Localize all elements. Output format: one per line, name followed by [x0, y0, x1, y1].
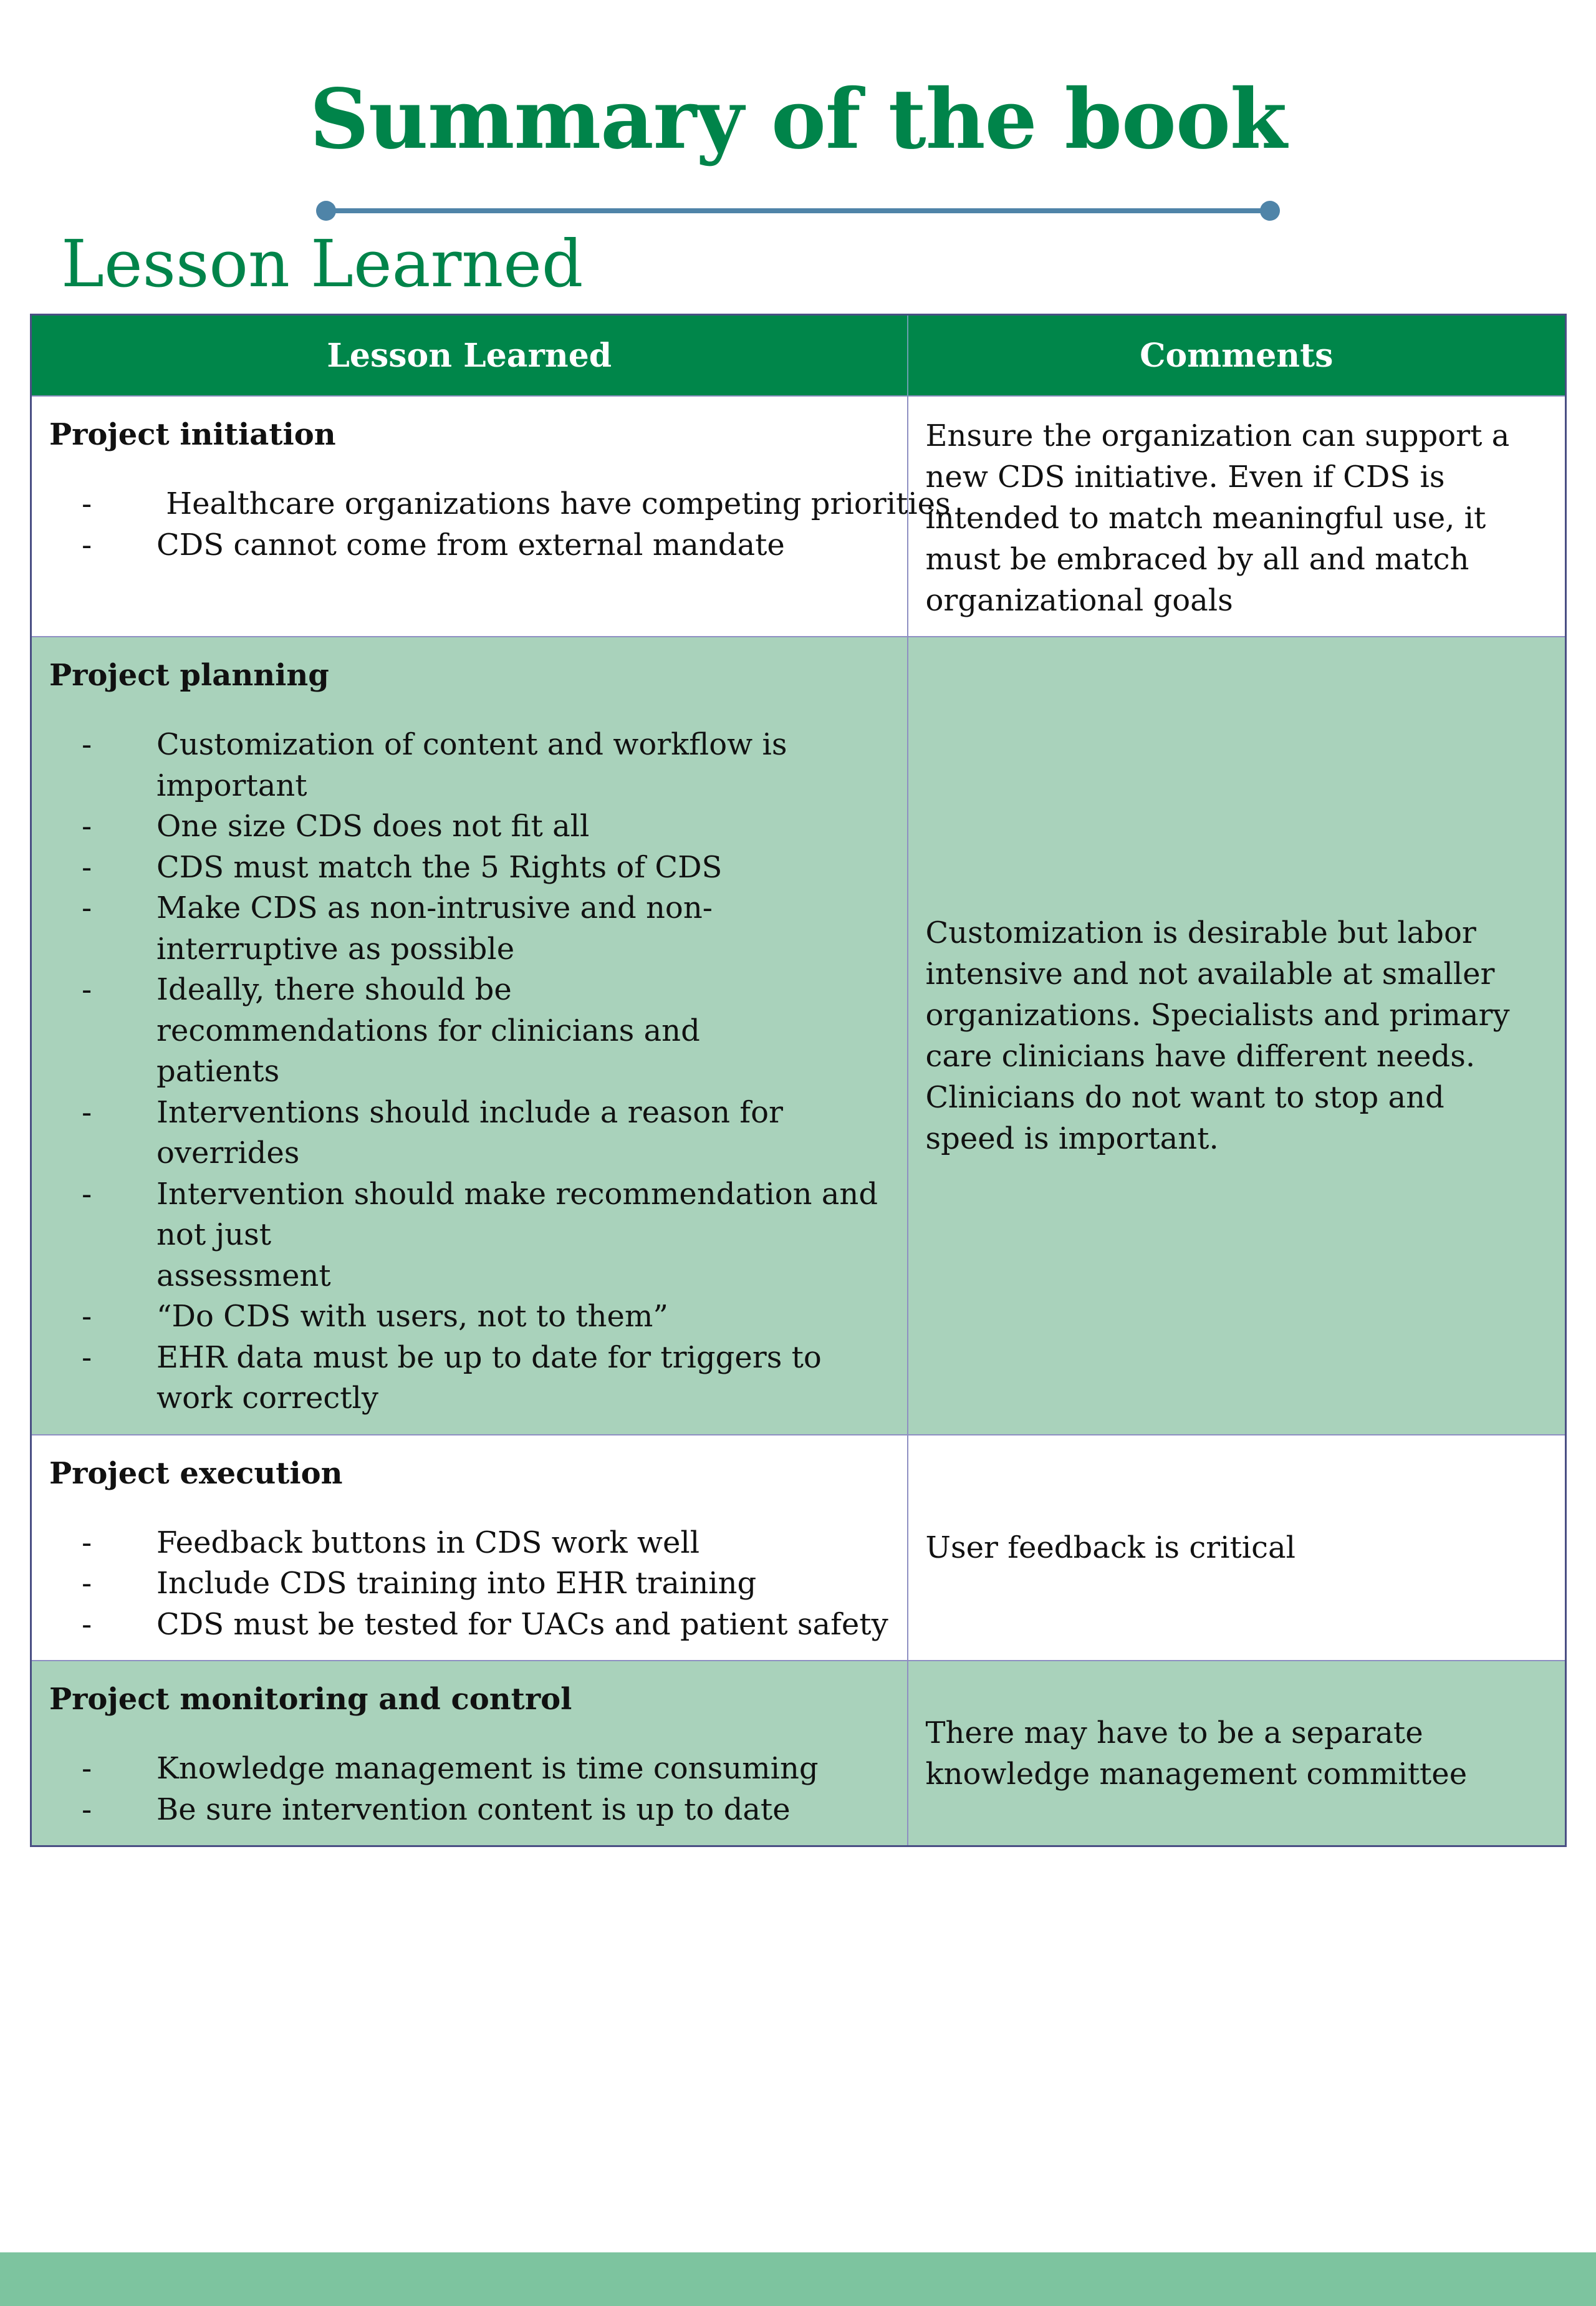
bullet-dash: - — [82, 1094, 92, 1130]
lesson-list — [49, 484, 951, 566]
list-item — [49, 1604, 895, 1646]
list-item — [49, 888, 895, 970]
list-item — [49, 970, 895, 1093]
bullet-dash: - — [82, 890, 92, 925]
list-item — [49, 1174, 895, 1297]
list-item — [49, 806, 895, 847]
page-title: Summary of the book — [309, 71, 1287, 168]
lesson-list — [49, 1523, 895, 1646]
list-item-text: Knowledge management is time consuming — [156, 1751, 819, 1786]
list-item — [49, 1296, 895, 1338]
comment-text: User feedback is critical — [925, 1530, 1296, 1565]
lesson-cell — [31, 1661, 908, 1846]
table-row — [31, 1435, 1566, 1661]
comment-text: Customization is desirable but labor intensive and not available at smaller organizations. Specialists and primary care clinicians have different needs. Clinicians do not want to stop and speed is important. — [925, 915, 1510, 1156]
list-item-text: “Do CDS with users, not to them” — [156, 1299, 668, 1334]
list-item-text: Be sure intervention content is up to date — [156, 1792, 791, 1827]
table-row — [31, 396, 1566, 637]
phase-heading: Project planning — [49, 658, 329, 693]
lesson-list — [49, 725, 895, 1419]
bullet-dash: - — [82, 1606, 92, 1642]
list-item — [49, 525, 895, 566]
comment-text: There may have to be a separate knowledge management committee — [925, 1715, 1468, 1792]
list-item — [49, 1523, 895, 1564]
list-item-text: Customization of content and workflow is important — [156, 727, 787, 803]
list-item-text: Interventions should include a reason for overrides — [156, 1094, 783, 1170]
table-row — [31, 1661, 1566, 1846]
section-heading: Lesson Learned — [61, 226, 584, 302]
list-item-text: Ideally, there should be recommendations for clinicians and patients — [156, 972, 700, 1089]
bullet-dash: - — [82, 1176, 92, 1212]
list-item — [49, 1093, 895, 1174]
list-item-text: CDS must match the 5 Rights of CDS — [156, 849, 723, 885]
list-item-text: Make CDS as non-intrusive and non-interruptive as possible — [156, 890, 713, 967]
column-header-comments: Comments — [908, 315, 1566, 397]
bullet-dash: - — [82, 1525, 92, 1560]
footer-band — [0, 2252, 1596, 2306]
list-item — [49, 1790, 895, 1831]
list-item — [49, 1749, 895, 1790]
list-item-text: Feedback buttons in CDS work well — [156, 1525, 700, 1560]
list-item — [49, 725, 895, 806]
bullet-dash: - — [82, 1566, 92, 1601]
comment-cell — [908, 1661, 1566, 1846]
bullet-dash: - — [82, 1339, 92, 1375]
title-divider — [315, 198, 1281, 223]
list-item-text: Include CDS training into EHR training — [156, 1566, 757, 1601]
bullet-dash: - — [82, 1299, 92, 1334]
list-item — [49, 484, 951, 525]
lesson-cell — [31, 396, 951, 637]
bullet-dash: - — [82, 486, 92, 521]
phase-heading: Project initiation — [49, 417, 336, 452]
phase-heading: Project monitoring and control — [49, 1682, 572, 1717]
table-header-row — [31, 315, 1566, 397]
table-row — [31, 637, 1566, 1435]
comment-cell — [908, 1435, 1566, 1661]
bullet-dash: - — [82, 849, 92, 885]
bullet-dash: - — [82, 1792, 92, 1827]
lessons-table — [30, 314, 1567, 1847]
bullet-dash: - — [82, 972, 92, 1007]
lesson-list — [49, 1749, 895, 1830]
list-item-text: CDS must be tested for UACs and patient safety — [156, 1606, 888, 1642]
comment-cell — [908, 637, 1566, 1435]
list-item-text: One size CDS does not fit all — [156, 809, 590, 844]
phase-heading: Project execution — [49, 1455, 343, 1491]
divider-left-dot — [316, 201, 336, 221]
list-item — [49, 847, 895, 889]
bullet-dash: - — [82, 727, 92, 762]
column-header-lesson: Lesson Learned — [31, 315, 908, 397]
comment-text: Ensure the organization can support a new CDS initiative. Even if CDS is intended to match meaningful use, it must be embraced by all and match organizational goals — [925, 418, 1510, 618]
lesson-cell — [31, 1435, 908, 1661]
list-item — [49, 1563, 895, 1604]
bullet-dash: - — [82, 527, 92, 562]
lesson-cell — [31, 637, 908, 1435]
bullet-dash: - — [82, 809, 92, 844]
bullet-dash: - — [82, 1751, 92, 1786]
comment-cell — [908, 396, 1566, 637]
list-item-text: EHR data must be up to date for triggers to work correctly — [156, 1339, 822, 1416]
list-item-text: Healthcare organizations have competing priorities — [156, 486, 951, 521]
list-item-text: CDS cannot come from external mandate — [156, 527, 785, 562]
divider-right-dot — [1260, 201, 1280, 221]
list-item-text: Intervention should make recommendation and not just assessment — [156, 1176, 878, 1293]
list-item — [49, 1338, 895, 1419]
